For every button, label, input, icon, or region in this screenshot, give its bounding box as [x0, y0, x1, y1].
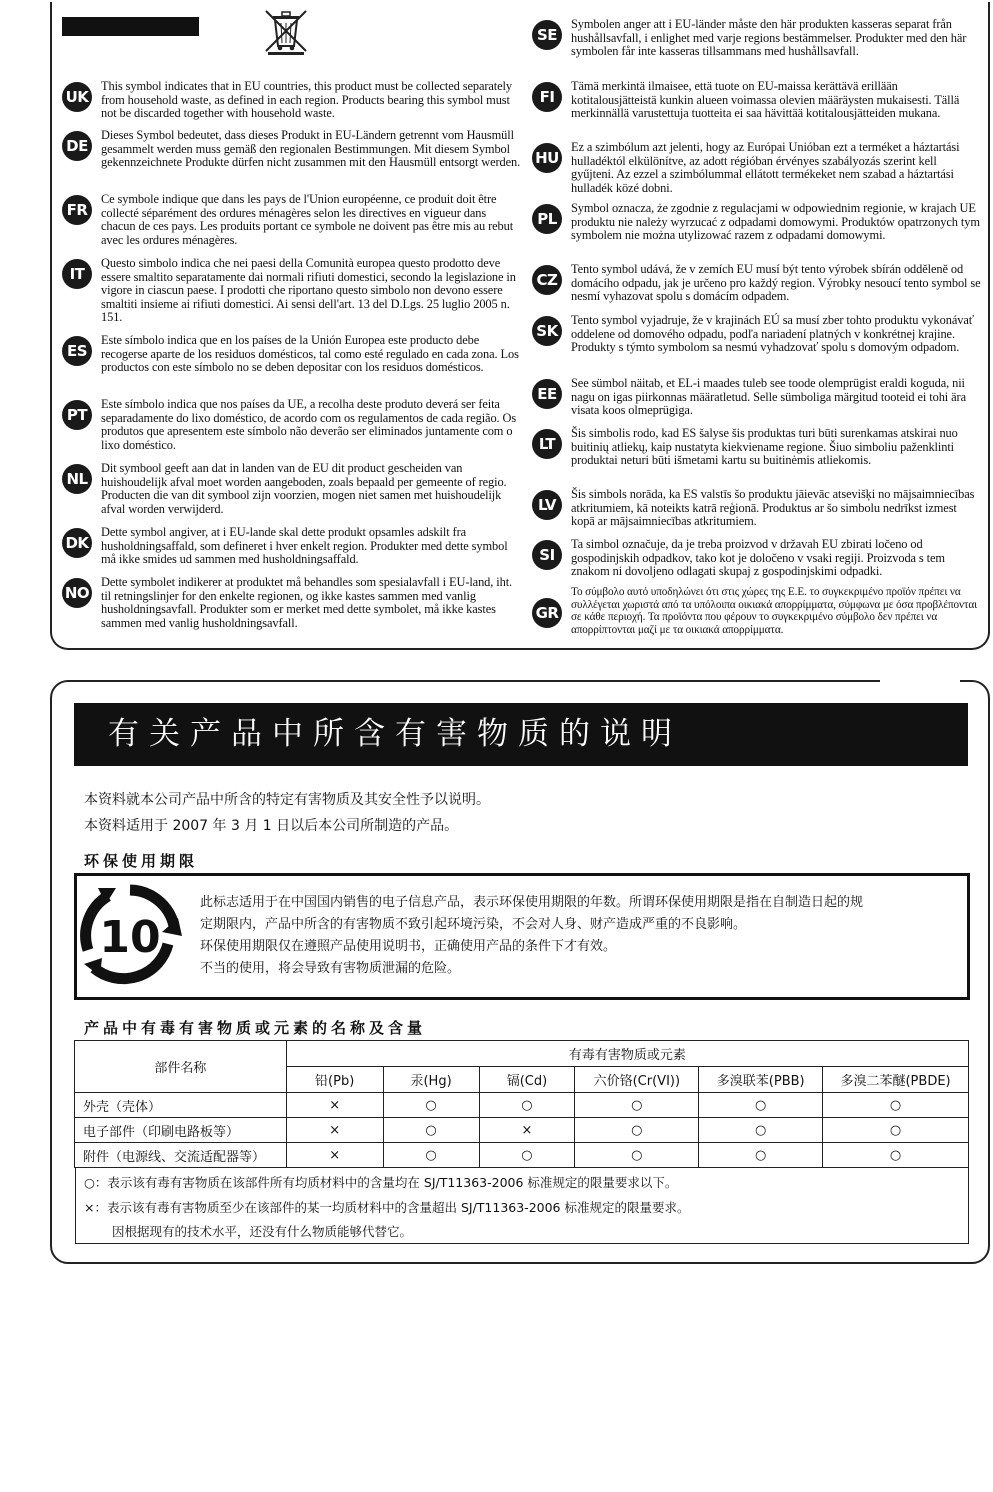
note-circle: ○：表示该有毒有害物质在该部件所有均质材料中的含量均在 SJ/T11363-2006 标准规定的限量要求以下。: [84, 1175, 678, 1190]
value-cell: ×: [286, 1093, 383, 1118]
hazardous-substances-table: [74, 1040, 969, 1168]
country-badge: FR: [62, 195, 92, 225]
part-name-cell: 外壳（壳体）: [75, 1093, 287, 1118]
notice-text: Šis simbolis rodo, kad ES šalyse šis produktas turi būti surenkamas atskirai nuo buitinių atliekų, kaip nustatyta kiekviename regione. Šiuo simboliu paženklinti produktai neturi būti išmetami kartu su buitinėmis atliekomis.: [571, 426, 958, 468]
notice-text: Ez a szimbólum azt jelenti, hogy az Európai Unióban ezt a terméket a háztartási hulladéktól elkülönítve, az adott régióban érvényes szabályozás szerint kell gyűjteni. Az ezzel a szimbólummal ellátott termékeket nem szabad a háztartási hulladék közé dobni.: [571, 140, 960, 195]
value-cell: ○: [575, 1093, 699, 1118]
page-title: 有关产品中所含有害物质的说明: [74, 703, 968, 766]
table-row: [75, 1118, 969, 1143]
value-cell: ○: [699, 1143, 823, 1168]
notice-text: Ce symbole indique que dans les pays de l'Union européenne, ce produit doit être collecté séparément des ordures ménagères selon les directives en vigueur dans chacun de ces pays. Les produits portant ce symbole ne doivent pas être mis au rebut avec les ordures ménagères.: [101, 192, 514, 247]
country-badge: DK: [62, 528, 92, 558]
part-name-header: 部件名称: [75, 1041, 287, 1093]
substance-header: 多溴联苯(PBB): [699, 1067, 823, 1093]
note-cross-continued: 因根据现有的技术水平，还没有什么物质能够代替它。: [112, 1224, 413, 1239]
notice-text: Dit symbool geeft aan dat in landen van de EU dit product gescheiden van huishoudelijk afval moet worden aangeboden, zoals bepaald per gemeente of regio. Producten die van dit symbool zijn voorzien, mogen niet samen met huishoudelijk afval worden verwijderd.: [101, 461, 507, 516]
substance-header: 多溴二苯醚(PBDE): [823, 1067, 969, 1093]
country-badge: HU: [532, 143, 562, 173]
epup-logo-number: 10: [99, 912, 161, 963]
country-badge: GR: [532, 598, 562, 628]
notice-text: Dette symbol angiver, at i EU-lande skal dette produkt opsamles adskilt fra husholdningsaffald, som defineret i hver enkelt region. Produkter med dette symbol må ikke smides ud sammen med husholdningsaffald.: [101, 525, 508, 567]
country-badge: ES: [62, 336, 92, 366]
value-cell: ×: [286, 1143, 383, 1168]
country-badge: NL: [62, 464, 92, 494]
epup-text-line-2: 定期限内，产品中所含的有害物质不致引起环境污染，不会对人身、财产造成严重的不良影响。: [200, 917, 747, 932]
value-cell: ○: [479, 1093, 575, 1118]
country-badge: DE: [62, 131, 92, 161]
country-badge: SE: [532, 20, 562, 50]
notice-text: Ta simbol označuje, da je treba proizvod v državah EU zbirati ločeno od gospodinjskih odpadkov, tako kot je določeno v vsaki regiji. Proizvoda s tem znakom ni dovoljeno odlagati skupaj z gospodinjskimi odpadki.: [571, 537, 945, 579]
notice-text: Tento symbol vyjadruje, že v krajinách EÚ sa musí zber tohto produktu vykonávať oddelene od domového odpadu, podľa nariadení platných v konkrétnej krajine. Produkty s týmto symbolom sa nesmú vyhadzovať spolu s domovým odpadom.: [571, 313, 974, 355]
notice-text: Šis simbols norāda, ka ES valstīs šo produktu jāievāc atsevišķi no mājsaimniecības atkritumiem, kā noteikts katrā reģionā. Produktus ar šo simbolu nedrīkst izmest kopā ar mājsaimniecības atkritumiem.: [571, 487, 975, 529]
country-badge: SK: [532, 316, 562, 346]
substance-header: 汞(Hg): [383, 1067, 479, 1093]
value-cell: ○: [383, 1143, 479, 1168]
epup-text-line-4: 不当的使用，将会导致有害物质泄漏的危险。: [200, 961, 461, 976]
value-cell: ○: [383, 1093, 479, 1118]
value-cell: ○: [823, 1143, 969, 1168]
table-row: [75, 1143, 969, 1168]
value-cell: ○: [575, 1143, 699, 1168]
substances-group-header: 有毒有害物质或元素: [286, 1041, 968, 1067]
note-cross: ×：表示该有毒有害物质至少在该部件的某一均质材料中的含量超出 SJ/T11363-2006 标准规定的限量要求。: [84, 1200, 690, 1215]
country-badge: EE: [532, 379, 562, 409]
country-badge: CZ: [532, 265, 562, 295]
value-cell: ○: [823, 1093, 969, 1118]
value-cell: ○: [575, 1118, 699, 1143]
value-cell: ○: [479, 1143, 575, 1168]
country-badge: IT: [62, 259, 92, 289]
country-badge: PT: [62, 400, 92, 430]
notice-text: Tento symbol udává, že v zemích EU musí být tento výrobek sbírán odděleně od domácího odpadu, jak je určeno pro každý region. Výrobky nesoucí tento symbol se nesmí vyhazovat spolu s domácím odpadem.: [571, 262, 981, 304]
country-badge: UK: [62, 82, 92, 112]
value-cell: ○: [699, 1093, 823, 1118]
substance-header: 铅(Pb): [286, 1067, 383, 1093]
table-notes: [75, 1168, 969, 1244]
notice-text: Symbolen anger att i EU-länder måste den här produkten kasseras separat från hushållsavfall, i enlighet med varje regions bestämmelser. Produkter med den här symbolen får inte kasseras tillsammans med hushållsavfall.: [571, 17, 967, 59]
epup-heading: 环保使用期限: [84, 852, 199, 870]
part-name-cell: 电子部件（印刷电路板等）: [75, 1118, 287, 1143]
table-row: [75, 1093, 969, 1118]
substance-header: 镉(Cd): [479, 1067, 575, 1093]
notice-text: Το σύμβολο αυτό υποδηλώνει ότι στις χώρες της Ε.Ε. το συγκεκριμένο προϊόν πρέπει να συλλέγεται χωριστά από τα υπόλοιπα οικιακά απορρίμματα, σύμφωνα με όσα προβλέπονται σε κάθε περιοχή. Τα προϊόντα που φέρουν το συγκεκριμένο σύμβολο δεν πρέπει να απορρίπτονται μαζί με τα οικιακά απορρίμματα.: [571, 586, 978, 636]
country-badge: SI: [532, 540, 562, 570]
epup-text-line-1: 此标志适用于在中国国内销售的电子信息产品，表示环保使用期限的年数。所谓环保使用期限是指在自制造日起的规: [200, 895, 864, 910]
epup-text-line-3: 环保使用期限仅在遵照产品使用说明书，正确使用产品的条件下才有效。: [200, 939, 617, 954]
part-name-cell: 附件（电源线、交流适配器等）: [75, 1143, 287, 1168]
panel-border-gap: [880, 676, 960, 684]
notice-text: See sümbol näitab, et EL-i maades tuleb see toode olemprügist eraldi koguda, nii nagu on igas piirkonnas määratletud. Selle sümboliga märgitud tooteid ei tohi ära visata koos olmeprügiga.: [571, 376, 966, 418]
country-badge: FI: [532, 82, 562, 112]
value-cell: ○: [383, 1118, 479, 1143]
notice-text: Dieses Symbol bedeutet, dass dieses Produkt in EU-Ländern getrennt vom Hausmüll gesammelt werden muss gemäß den regionalen Bestimmungen. Mit diesem Symbol gekennzeichnete Produkte dürfen nicht zusammen mit den Hausmüll entsorgt werden.: [101, 128, 521, 170]
epup-10-years-icon: [78, 884, 182, 988]
notice-text: Questo simbolo indica che nei paesi della Comunità europea questo prodotto deve essere smaltito separatamente dai normali rifiuti domestici, secondo la legislazione in vigore in ciascun paese. I prodotti che riportano questo simbolo non devono essere smaltiti insieme ai rifiuti domestici. Ai sensi dell'art. 13 del D.Lgs. 25 luglio 2005 n. 151.: [101, 256, 516, 325]
country-badge: LV: [532, 490, 562, 520]
table-heading: 产品中有毒有害物质或元素的名称及含量: [84, 1019, 427, 1037]
intro-line-1: 本资料就本公司产品中所含的特定有害物质及其安全性予以说明。: [84, 792, 490, 808]
value-cell: ○: [823, 1118, 969, 1143]
weee-crossed-bin-icon: [262, 9, 310, 55]
value-cell: ×: [286, 1118, 383, 1143]
notice-text: Tämä merkintä ilmaisee, että tuote on EU-maissa kerättävä erillään kotitalousjätteistä kunkin alueen voimassa olevien määräysten mukaisesti. Tällä merkinnällä varustettuja tuotteita ei saa hävittää kotitalousjätteiden mukana.: [571, 79, 960, 121]
value-cell: ×: [479, 1118, 575, 1143]
notice-text: This symbol indicates that in EU countries, this product must be collected separately from household waste, as defined in each region. Products bearing this symbol must not be discarded together with household waste.: [101, 79, 512, 121]
country-badge: LT: [532, 429, 562, 459]
epup-description: [200, 892, 950, 980]
notice-text: Este símbolo indica que nos países da UE, a recolha deste produto deverá ser feita separadamente do lixo doméstico, de acordo com os regulamentos de cada região. Os produtos que apresentem este símbolo não deverão ser eliminados juntamente com o lixo doméstico.: [101, 397, 517, 452]
notice-text: Symbol oznacza, że zgodnie z regulacjami w odpowiednim regionie, w krajach UE produktu nie należy wyrzucać z odpadami domowymi. Produktów opatrzonych tym symbolem nie można utylizować razem z odpadami domowymi.: [571, 201, 980, 243]
country-badge: NO: [62, 578, 92, 608]
value-cell: ○: [699, 1118, 823, 1143]
notice-text: Este símbolo indica que en los países de la Unión Europea este producto debe recogerse aparte de los residuos domésticos, tal como esté regulado en cada zona. Los productos con este símbolo no se deben depositar con los residuos domésticos.: [101, 333, 519, 375]
intro-line-2: 本资料适用于 2007 年 3 月 1 日以后本公司所制造的产品。: [84, 818, 459, 834]
notice-text: Dette symbolet indikerer at produktet må behandles som spesialavfall i EU-land, iht. til retningslinjer for den enkelte regionen, og ikke kastes sammen med vanlig husholdningsavfall. Produkter som er merket med dette symbolet, må ikke kastes sammen med vanlig husholdningsavfall.: [101, 575, 513, 630]
substance-header: 六价铬(Cr(VI)): [575, 1067, 699, 1093]
country-badge: PL: [532, 204, 562, 234]
black-label-bar: [62, 17, 199, 36]
